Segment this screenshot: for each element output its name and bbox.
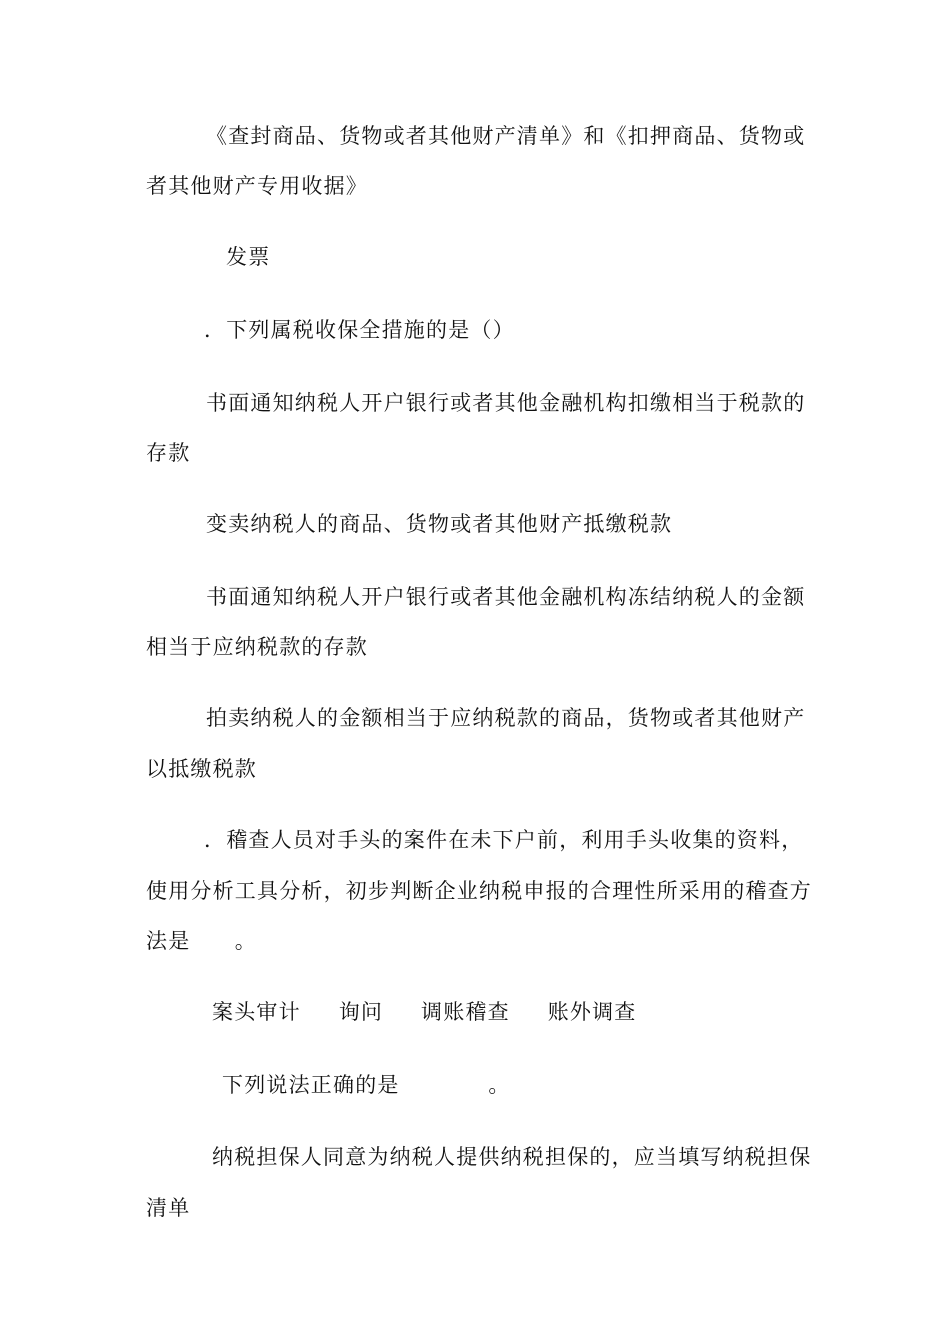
option-line: 变卖纳税人的商品、货物或者其他财产抵缴税款: [206, 512, 673, 536]
text-line: 以抵缴税款: [146, 757, 257, 781]
option-line: 拍卖纳税人的金额相当于应纳税款的商品，货物或者其他财产: [206, 706, 806, 730]
text-line: 存款: [146, 441, 191, 465]
text-line: 《查封商品、货物或者其他财产清单》和《扣押商品、货物或: [206, 124, 806, 148]
text-line: 法是 。: [146, 929, 257, 953]
question-line: ．下列属税收保全措施的是（）: [204, 318, 515, 342]
text-line: 相当于应纳税款的存款: [146, 635, 368, 659]
question-line: 下列说法正确的是 。: [222, 1073, 511, 1097]
question-line: ．稽查人员对手头的案件在未下户前，利用手头收集的资料，: [204, 828, 804, 852]
options-row: [212, 998, 637, 1026]
option-item: 账外调查: [547, 1000, 637, 1024]
option-line: 书面通知纳税人开户银行或者其他金融机构扣缴相当于税款的: [206, 391, 806, 415]
text-line: 者其他财产专用收据》: [146, 174, 368, 198]
text-line: 清单: [146, 1196, 191, 1220]
option-item: 调账稽查: [421, 1000, 510, 1024]
text-line: 使用分析工具分析，初步判断企业纳税申报的合理性所采用的稽查方: [146, 879, 812, 903]
option-item: 案头审计: [212, 1000, 301, 1024]
option-line: 纳税担保人同意为纳税人提供纳税担保的，应当填写纳税担保: [212, 1145, 812, 1169]
option-item: 询问: [338, 1000, 384, 1024]
text-line: 发票: [226, 245, 271, 269]
option-line: 书面通知纳税人开户银行或者其他金融机构冻结纳税人的金额: [206, 585, 806, 609]
